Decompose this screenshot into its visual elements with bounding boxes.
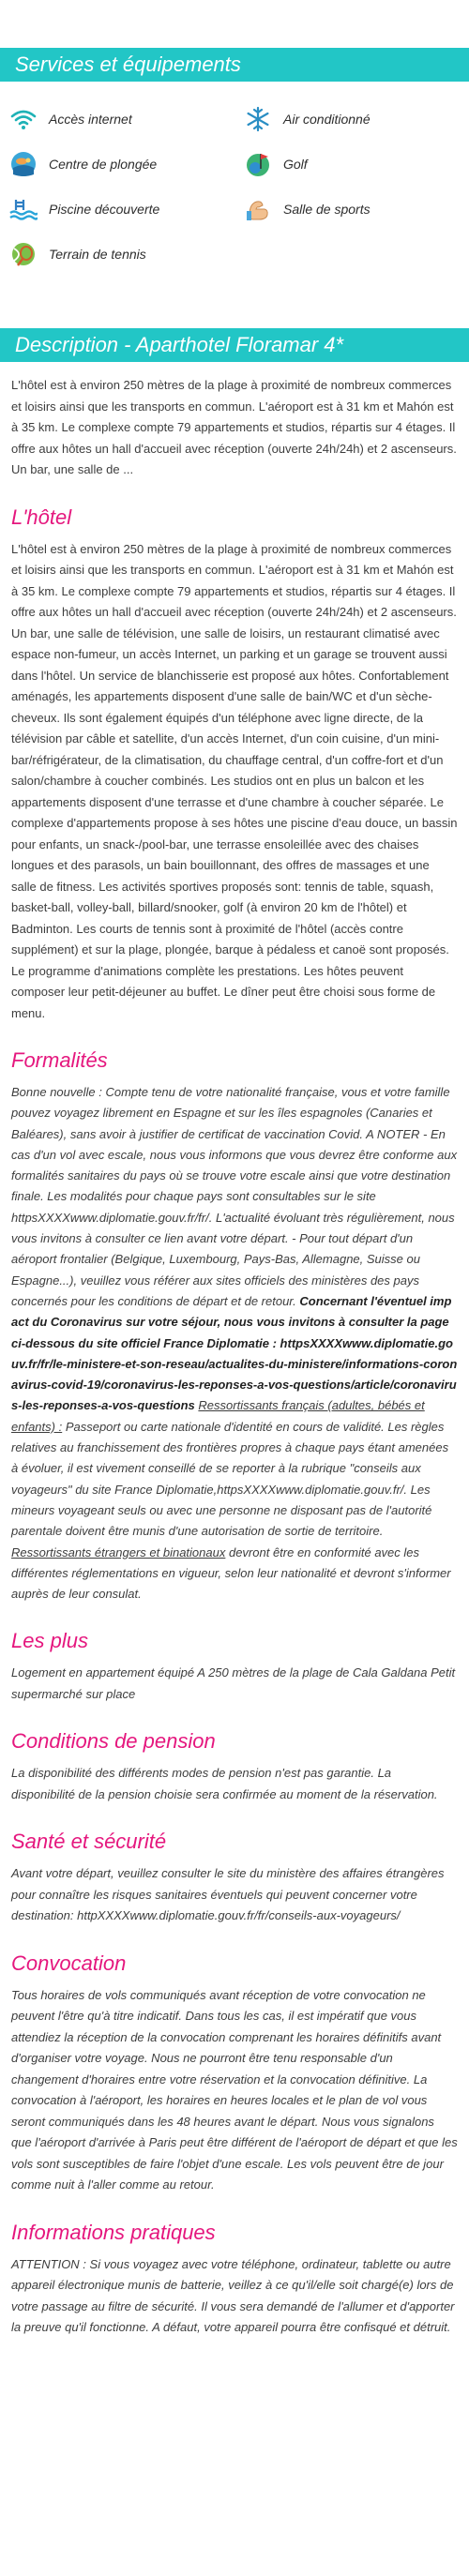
plus-text: Logement en appartement équipé A 250 mètres de la plage de Cala Galdana Petit supermarché sur place: [11, 1665, 456, 1701]
service-label: Salle de sports: [283, 202, 371, 217]
description-title: Description - Aparthotel Floramar 4*: [0, 328, 469, 362]
wifi-icon: [9, 105, 38, 133]
formalites-coronavirus-notice: Concernant l'éventuel impact du Coronavirus sur votre séjour, nous vous invitons à consulter la page ci-dessous du site officiel France Diplomatie : httpsXXXXwww.diplomatie.gouv.fr/fr/le-ministere-et-son-reseau/actualites-du-ministere/informations-coronavirus-covid-19/coronavirus-les-reponses-a-vos-questions/article/coronavirus-les-reponses-a-vos-questions: [11, 1293, 458, 1413]
snowflake-icon: [244, 105, 272, 133]
formalites-heading: Formalités: [11, 1048, 108, 1072]
convocation-text: Tous horaires de vols communiqués avant réception de votre convocation ne peuvent l'être qu'à titre indicatif. Dans tous les cas, il est impératif que vous attendiez la réception de la convocation comprenant les horaires définitifs avant d'organiser votre voyage. Nous ne pourront être tenu responsable d'un changement d'horaires entre votre réservation et la convocation définitive. La convocation à l'aéroport, les horaires en heures locales et le plan de vol vous seront communiqués dans les 48 heures avant le départ. Nous vous signalons que l'aéroport d'arrivée à Paris peut être différent de l'aéroport de départ et que les vols sont susceptibles de faire l'objet d'une escale. Les vols peuvent être de jour comme nuit à l'aller comme au retour.: [11, 1987, 458, 2192]
service-item-internet: [9, 102, 244, 136]
hotel-text: L'hôtel est à environ 250 mètres de la plage à proximité de nombreux commerces et loisirs ainsi que les transports en commun. L'aéroport est à 31 km et Mahón est à 35 km. Le complexe compte 79 appartements et studios, répartis sur 4 étages. Il offre aux hôtes un hall d'accueil avec réception (ouverte 24h/24h) et 2 ascenseurs. Un bar, une salle de télévision, une salle de loisirs, un restaurant climatisé avec espace non-fumeur, un accès Internet, un parking et un garage se trouvent aussi dans l'hôtel. Un service de blanchisserie est proposé aux hôtes. Confortablement aménagés, les appartements disposent d'une salle de bain/WC et d'un sèche-cheveux. Ils sont également équipés d'un téléphone avec ligne directe, de la télévision par câble et satellite, d'un accès Internet, d'un coin cuisine, d'un mini-bar/réfrigérateur, de la climatisation, du chauffage central, d'un coffre-fort et d'un salon/chambre à coucher combinés. Les studios ont en plus un balcon et les appartements disposent d'une terrasse et d'une chambre à coucher séparée. Le complexe d'appartements propose à ses hôtes une piscine d'eau douce, un bassin pour enfants, un snack-/pool-bar, une terrasse ensoleillée avec des chaises longues et des parasols, un bain bouillonnant, des offres de massages et une salle de fitness. Les activités sportives proposés sont: tennis de table, squash, basket-ball, volley-ball, billard/snooker, golf (à environ 20 km de l'hôtel) et Badminton. Les courts de tennis sont à proximité de l'hôtel (accès contre supplément) et sur la plage, plongée, barque à pédaless et canoë sont proposés. Le programme d'animations complète les prestations. Les hôtes peuvent composer leur petit-déjeuner au buffet. Le dîner peut être choisi sous forme de menu.: [11, 541, 458, 1020]
sante-heading: Santé et sécurité: [11, 1830, 167, 1854]
infos-heading: Informations pratiques: [11, 2220, 216, 2244]
service-item-golf: [244, 147, 469, 181]
plus-heading: Les plus: [11, 1629, 88, 1653]
gym-icon: [244, 195, 272, 223]
formalites-p2: Passeport ou carte nationale d'identité en cours de validité. Les règles relatives au franchissement des frontières propres à chaque pays étant amenées à évoluer, il est vivement conseillé de se reporter à la rubrique "conseils aux voyageurs" du site France Diplomatie,httpsXXXXwww.diplomatie.gouv.fr/. Les mineurs voyageant seuls ou avec une personne ne disposant pas de l'autorité parentale doivent être munis d'une autorisation de sortie de territoire.: [11, 1419, 449, 1539]
description-intro: L'hôtel est à environ 250 mètres de la plage à proximité de nombreux commerces et loisirs ainsi que les transports en commun. L'aéroport est à 31 km et Mahón est à 35 km. Le complexe compte 79 appartements et studios, répartis sur 4 étages. Il offre aux hôtes un hall d'accueil avec réception (ouverte 24h/24h) et 2 ascenseurs. Un bar, une salle de ...: [11, 378, 457, 476]
tennis-icon: [9, 240, 38, 268]
service-label: Piscine découverte: [49, 202, 160, 217]
hotel-heading: L'hôtel: [11, 505, 72, 529]
pool-icon: [9, 195, 38, 223]
diving-icon: [9, 150, 38, 178]
service-label: Air conditionné: [283, 112, 371, 127]
formalites-text: [0, 1082, 469, 1604]
pension-heading: Conditions de pension: [11, 1729, 216, 1754]
golf-icon: [244, 150, 272, 178]
service-label: Terrain de tennis: [49, 247, 146, 262]
service-label: Accès internet: [49, 112, 132, 127]
service-label: Centre de plongée: [49, 157, 158, 172]
sante-text: Avant votre départ, veuillez consulter le site du ministère des affaires étrangères pour connaître les risques sanitaires éventuels qui peuvent concerner votre destination: httpXXXXwww.diplomatie.gouv.fr/fr/conseils-aux-voyageurs/: [11, 1866, 445, 1923]
service-item-tennis: [9, 237, 244, 271]
service-item-pool: [9, 192, 244, 226]
formalites-ressortissants-etrangers: Ressortissants étrangers et binationaux: [11, 1544, 226, 1559]
formalites-p3: devront être en conformité avec les différentes réglementations en vigueur, selon leur nationalité et devront s'informer auprès de leur consulat.: [11, 1544, 451, 1602]
services-grid: [0, 102, 469, 271]
pension-text: La disponibilité des différents modes de pension n'est pas garantie. La disponibilité de la pension choisie sera confirmée au moment de la réservation.: [11, 1766, 438, 1801]
service-label: Golf: [283, 157, 308, 172]
convocation-heading: Convocation: [11, 1951, 127, 1975]
infos-text: ATTENTION : Si vous voyagez avec votre téléphone, ordinateur, tablette ou autre appareil électronique munis de batterie, veillez à ce qu'il/elle soit chargé(e) lors de votre passage au filtre de sécurité. Il vous sera demandé de l'allumer et d'apporter la preuve qu'il fonctionne. A défaut, votre appareil pourra être confisqué et détruit.: [11, 2256, 455, 2335]
formalites-ressortissants-francais: Ressortissants français (adultes, bébés et enfants) :: [11, 1398, 425, 1434]
formalites-p1: Bonne nouvelle : Compte tenu de votre nationalité française, vous et votre famille pouvez voyagez librement en Espagne et sur les îles espagnoles (Canaries et Baléares), sans avoir à justifier de certificat de vaccination Covid. A NOTER - En cas d'un vol avec escale, nous vous informons que vous devrez être conforme aux formalités sanitaires du pays où se trouve votre escale ainsi que votre destination finale. Les modalités pour chaque pays sont consultables sur le site httpsXXXXwww.diplomatie.gouv.fr/fr/. L'actualité évoluant très régulièrement, nous vous invitons à consulter ce lien avant votre départ. - Pour tout départ d'un aéroport frontalier (Belgique, Luxembourg, Pays-Bas, Allemagne, Suisse ou Espagne...), veuillez vous référer aux sites officiels des ministères des pays concernés pour les conditions de départ et de retour.: [11, 1085, 458, 1308]
service-item-gym: [244, 192, 469, 226]
service-item-diving: [9, 147, 244, 181]
services-title: Services et équipements: [0, 48, 469, 82]
service-item-aircon: [244, 102, 469, 136]
